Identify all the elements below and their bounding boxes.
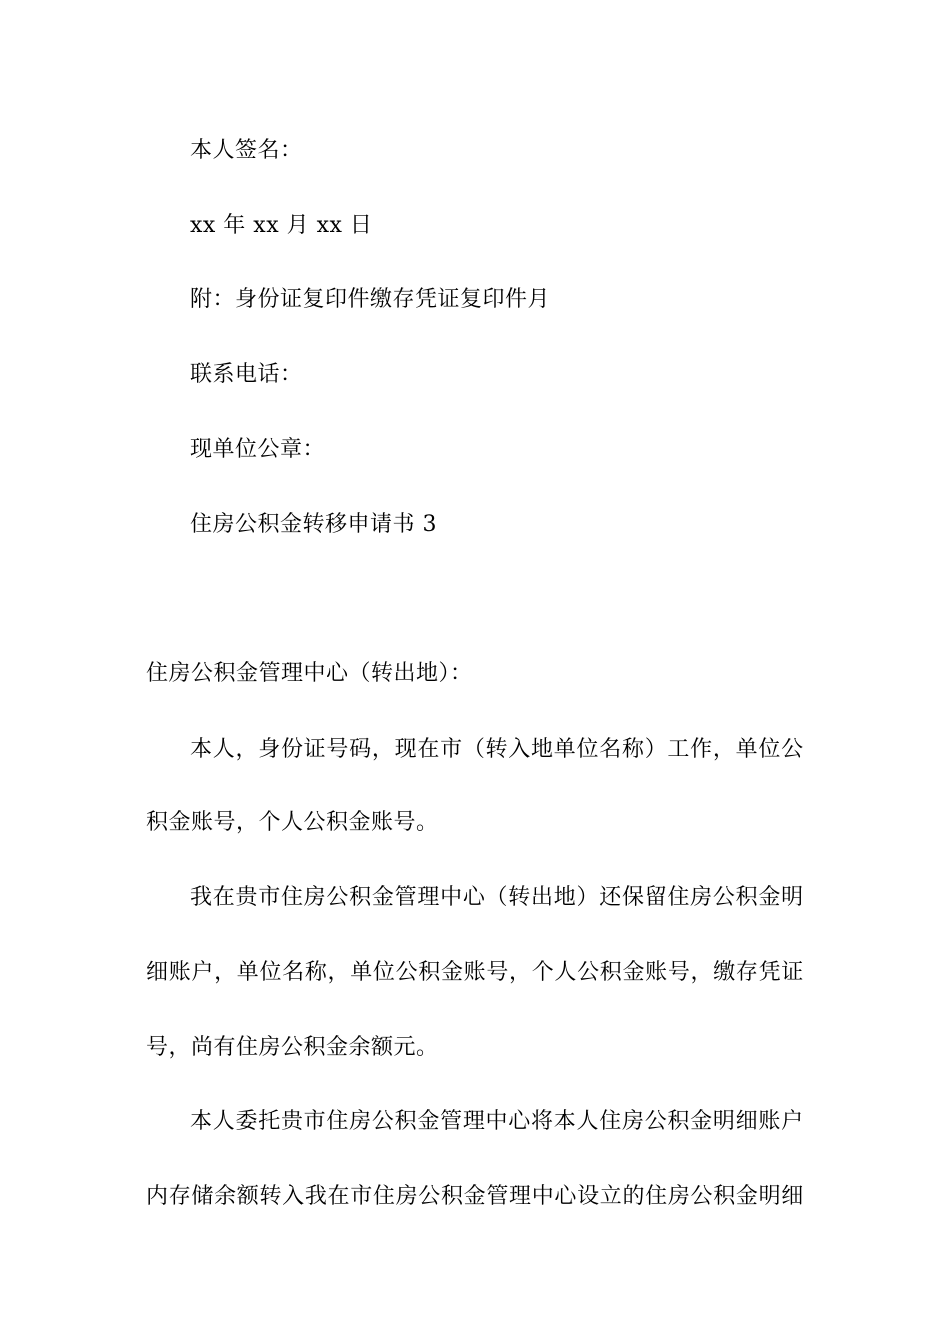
paragraph-1-line-1: 本 人 ， 身 份 证 号 码 ， 现 在 市 （ 转 入 地 单 位 名 称 ） 工 作 ， 单 位 公 [190, 737, 804, 762]
phone-label: 联系电话： [190, 362, 303, 387]
paragraph-3-line-2: 内 存 储 余 额 转 入 我 在 市 住 房 公 积 金 管 理 中 心 设 立 的 住 房 公 积 金 明 细 [146, 1184, 804, 1209]
paragraph-2-line-1: 我 在 贵 市 住 房 公 积 金 管 理 中 心 （ 转 出 地 ） 还 保 留 住 房 公 积 金 明 [190, 885, 804, 910]
paragraph-2-line-2: 细 账 户 ， 单 位 名 称 ， 单 位 公 积 金 账 号 ， 个 人 公 积 金 账 号 ， 缴 存 凭 证 [146, 960, 804, 985]
paragraph-1-line-2: 积金账号，个人公积金账号。 [146, 810, 439, 835]
paragraph-2-line-3: 号，尚有住房公积金余额元。 [146, 1035, 439, 1060]
paragraph-3-line-1: 本 人 委 托 贵 市 住 房 公 积 金 管 理 中 心 将 本 人 住 房 公 积 金 明 细 账 户 [190, 1109, 804, 1134]
date-line: xx 年 xx 月 xx 日 [190, 213, 373, 238]
signature-label: 本人签名： [190, 138, 303, 163]
seal-label: 现单位公章： [190, 437, 326, 462]
addressee: 住房公积金管理中心（转出地）： [146, 661, 473, 686]
section-title: 住房公积金转移申请书 3 [190, 512, 437, 537]
attachment-line: 附：身份证复印件缴存凭证复印件月 [190, 287, 551, 312]
